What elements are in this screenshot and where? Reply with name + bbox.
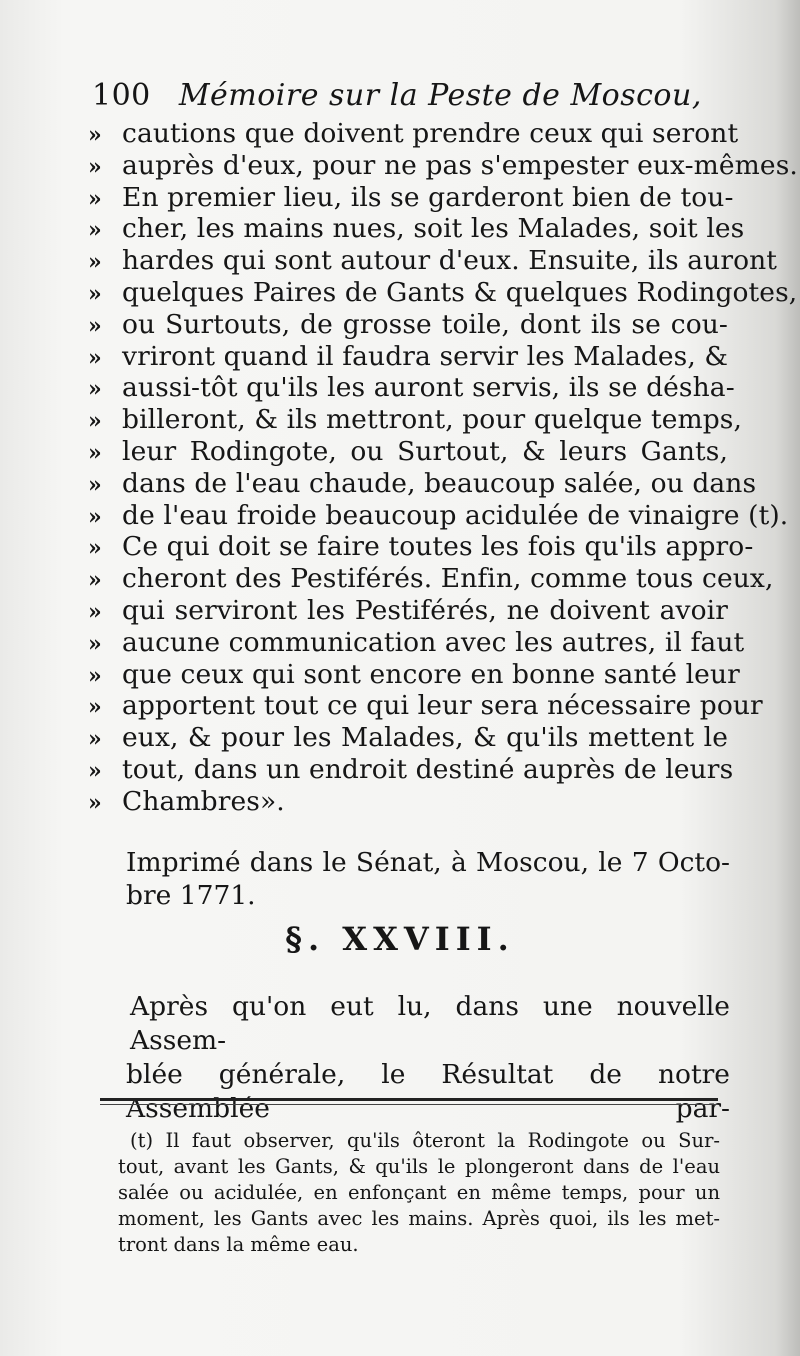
line-text: auprès d'eux, pour ne pas s'empester eux-mêmes. <box>122 149 798 181</box>
text-line <box>88 753 734 786</box>
line-text: aucune communication avec les autres, il faut <box>122 626 745 658</box>
quote-mark: » <box>88 185 102 212</box>
line-text: hardes qui sont autour d'eux. Ensuite, ils auront <box>122 245 778 277</box>
footnote <box>118 1128 720 1258</box>
text-line <box>88 181 734 214</box>
line-text: qui serviront les Pestiférés, ne doivent avoir <box>122 594 728 626</box>
line-text: cheront des Pestiférés. Enfin, comme tous ceux, <box>122 563 774 595</box>
line-text: quelques Paires de Gants & quelques Rodingotes, <box>122 276 798 308</box>
quote-mark: » <box>88 598 102 625</box>
text-line <box>88 595 728 627</box>
text-line <box>88 149 798 182</box>
line-text: tout, dans un endroit destiné auprès de leurs <box>122 753 734 785</box>
quote-mark: » <box>88 408 102 435</box>
imprint-note <box>126 846 730 912</box>
quote-mark: » <box>88 217 102 244</box>
text-line <box>88 786 728 818</box>
text-line <box>88 213 745 245</box>
running-title: Mémoire sur la Peste de Moscou, <box>178 78 702 113</box>
imprint-line: bre 1771. <box>126 880 256 911</box>
line-text: Chambres». <box>122 785 285 817</box>
text-line <box>88 341 728 373</box>
line-text: cautions que doivent prendre ceux qui seront <box>122 118 739 149</box>
line-text: apportent tout ce qui leur sera nécessaire pour <box>122 690 763 722</box>
text-line <box>88 118 739 150</box>
footnote-line: tront dans la même eau. <box>118 1233 359 1256</box>
text-line <box>88 309 728 341</box>
line-text: En premier lieu, ils se garderont bien de tou- <box>122 181 734 213</box>
text-line <box>88 404 742 436</box>
page-number: 100 <box>92 78 151 113</box>
quote-mark: » <box>88 694 102 721</box>
footnote-line: salée ou acidulée, en enfonçant en même temps, pour un <box>118 1181 720 1204</box>
line-text: billeront, & ils mettront, pour quelque temps, <box>122 404 742 436</box>
text-line <box>88 372 735 404</box>
footnote-rule <box>100 1098 718 1101</box>
text-line <box>88 658 740 691</box>
quote-mark: » <box>88 312 102 339</box>
quote-mark: » <box>88 439 102 466</box>
text-line <box>88 626 745 659</box>
imprint-line: Imprimé dans le Sénat, à Moscou, le 7 Octo- <box>126 847 730 878</box>
quote-mark: » <box>88 249 102 276</box>
section-heading: §. XXVIII. <box>285 920 515 958</box>
quote-mark: » <box>88 789 102 816</box>
line-text: que ceux qui sont encore en bonne santé leur <box>122 658 740 690</box>
footnote-line: tout, avant les Gants, & qu'ils le plongeront dans de l'eau <box>118 1155 720 1178</box>
line-text: cher, les mains nues, soit les Malades, soit les <box>122 213 745 245</box>
line-text: Ce qui doit se faire toutes les fois qu'ils appro- <box>122 531 754 563</box>
body-paragraph <box>126 990 730 1126</box>
line-text: dans de l'eau chaude, beaucoup salée, ou dans <box>122 467 757 499</box>
line-text: leur Rodingote, ou Surtout, & leurs Gants, <box>122 435 728 467</box>
quote-mark: » <box>88 122 102 148</box>
line-text: vriront quand il faudra servir les Malades, & <box>122 340 729 372</box>
text-line <box>88 499 789 532</box>
quote-mark: » <box>88 376 102 403</box>
line-text: de l'eau froide beaucoup acidulée de vinaigre (t). <box>122 499 789 531</box>
text-line <box>88 690 763 722</box>
quote-mark: » <box>88 344 102 371</box>
footnote-line: (t) Il faut observer, qu'ils ôteront la Rodingote ou Sur- <box>130 1129 720 1152</box>
text-line <box>88 436 728 468</box>
running-header <box>92 78 720 113</box>
quote-mark: » <box>88 630 102 657</box>
text-line <box>88 531 754 563</box>
quote-mark: » <box>88 726 102 753</box>
text-line <box>88 276 798 309</box>
text-line <box>88 563 774 595</box>
quote-mark: » <box>88 535 102 562</box>
line-text: eux, & pour les Malades, & qu'ils mettent le <box>122 722 728 754</box>
quote-mark: » <box>88 567 102 594</box>
quote-mark: » <box>88 153 102 180</box>
footnote-line: moment, les Gants avec les mains. Après quoi, ils les met- <box>118 1207 720 1230</box>
paragraph-line: Après qu'on eut lu, dans une nouvelle Assem- <box>130 991 730 1056</box>
quoted-text-block <box>88 118 798 818</box>
quote-mark: » <box>88 662 102 689</box>
footnote-rule-thin <box>100 1104 718 1105</box>
text-line <box>88 245 778 277</box>
line-text: ou Surtouts, de grosse toile, dont ils se cou- <box>122 308 728 340</box>
paragraph-line: blée générale, le Résultat de notre Assemblée par- <box>126 1059 730 1124</box>
quote-mark: » <box>88 757 102 784</box>
quote-mark: » <box>88 280 102 307</box>
text-line <box>88 467 757 500</box>
text-line <box>88 722 728 754</box>
quote-mark: » <box>88 471 102 498</box>
line-text: aussi-tôt qu'ils les auront servis, ils se désha- <box>122 372 735 404</box>
quote-mark: » <box>88 503 102 530</box>
